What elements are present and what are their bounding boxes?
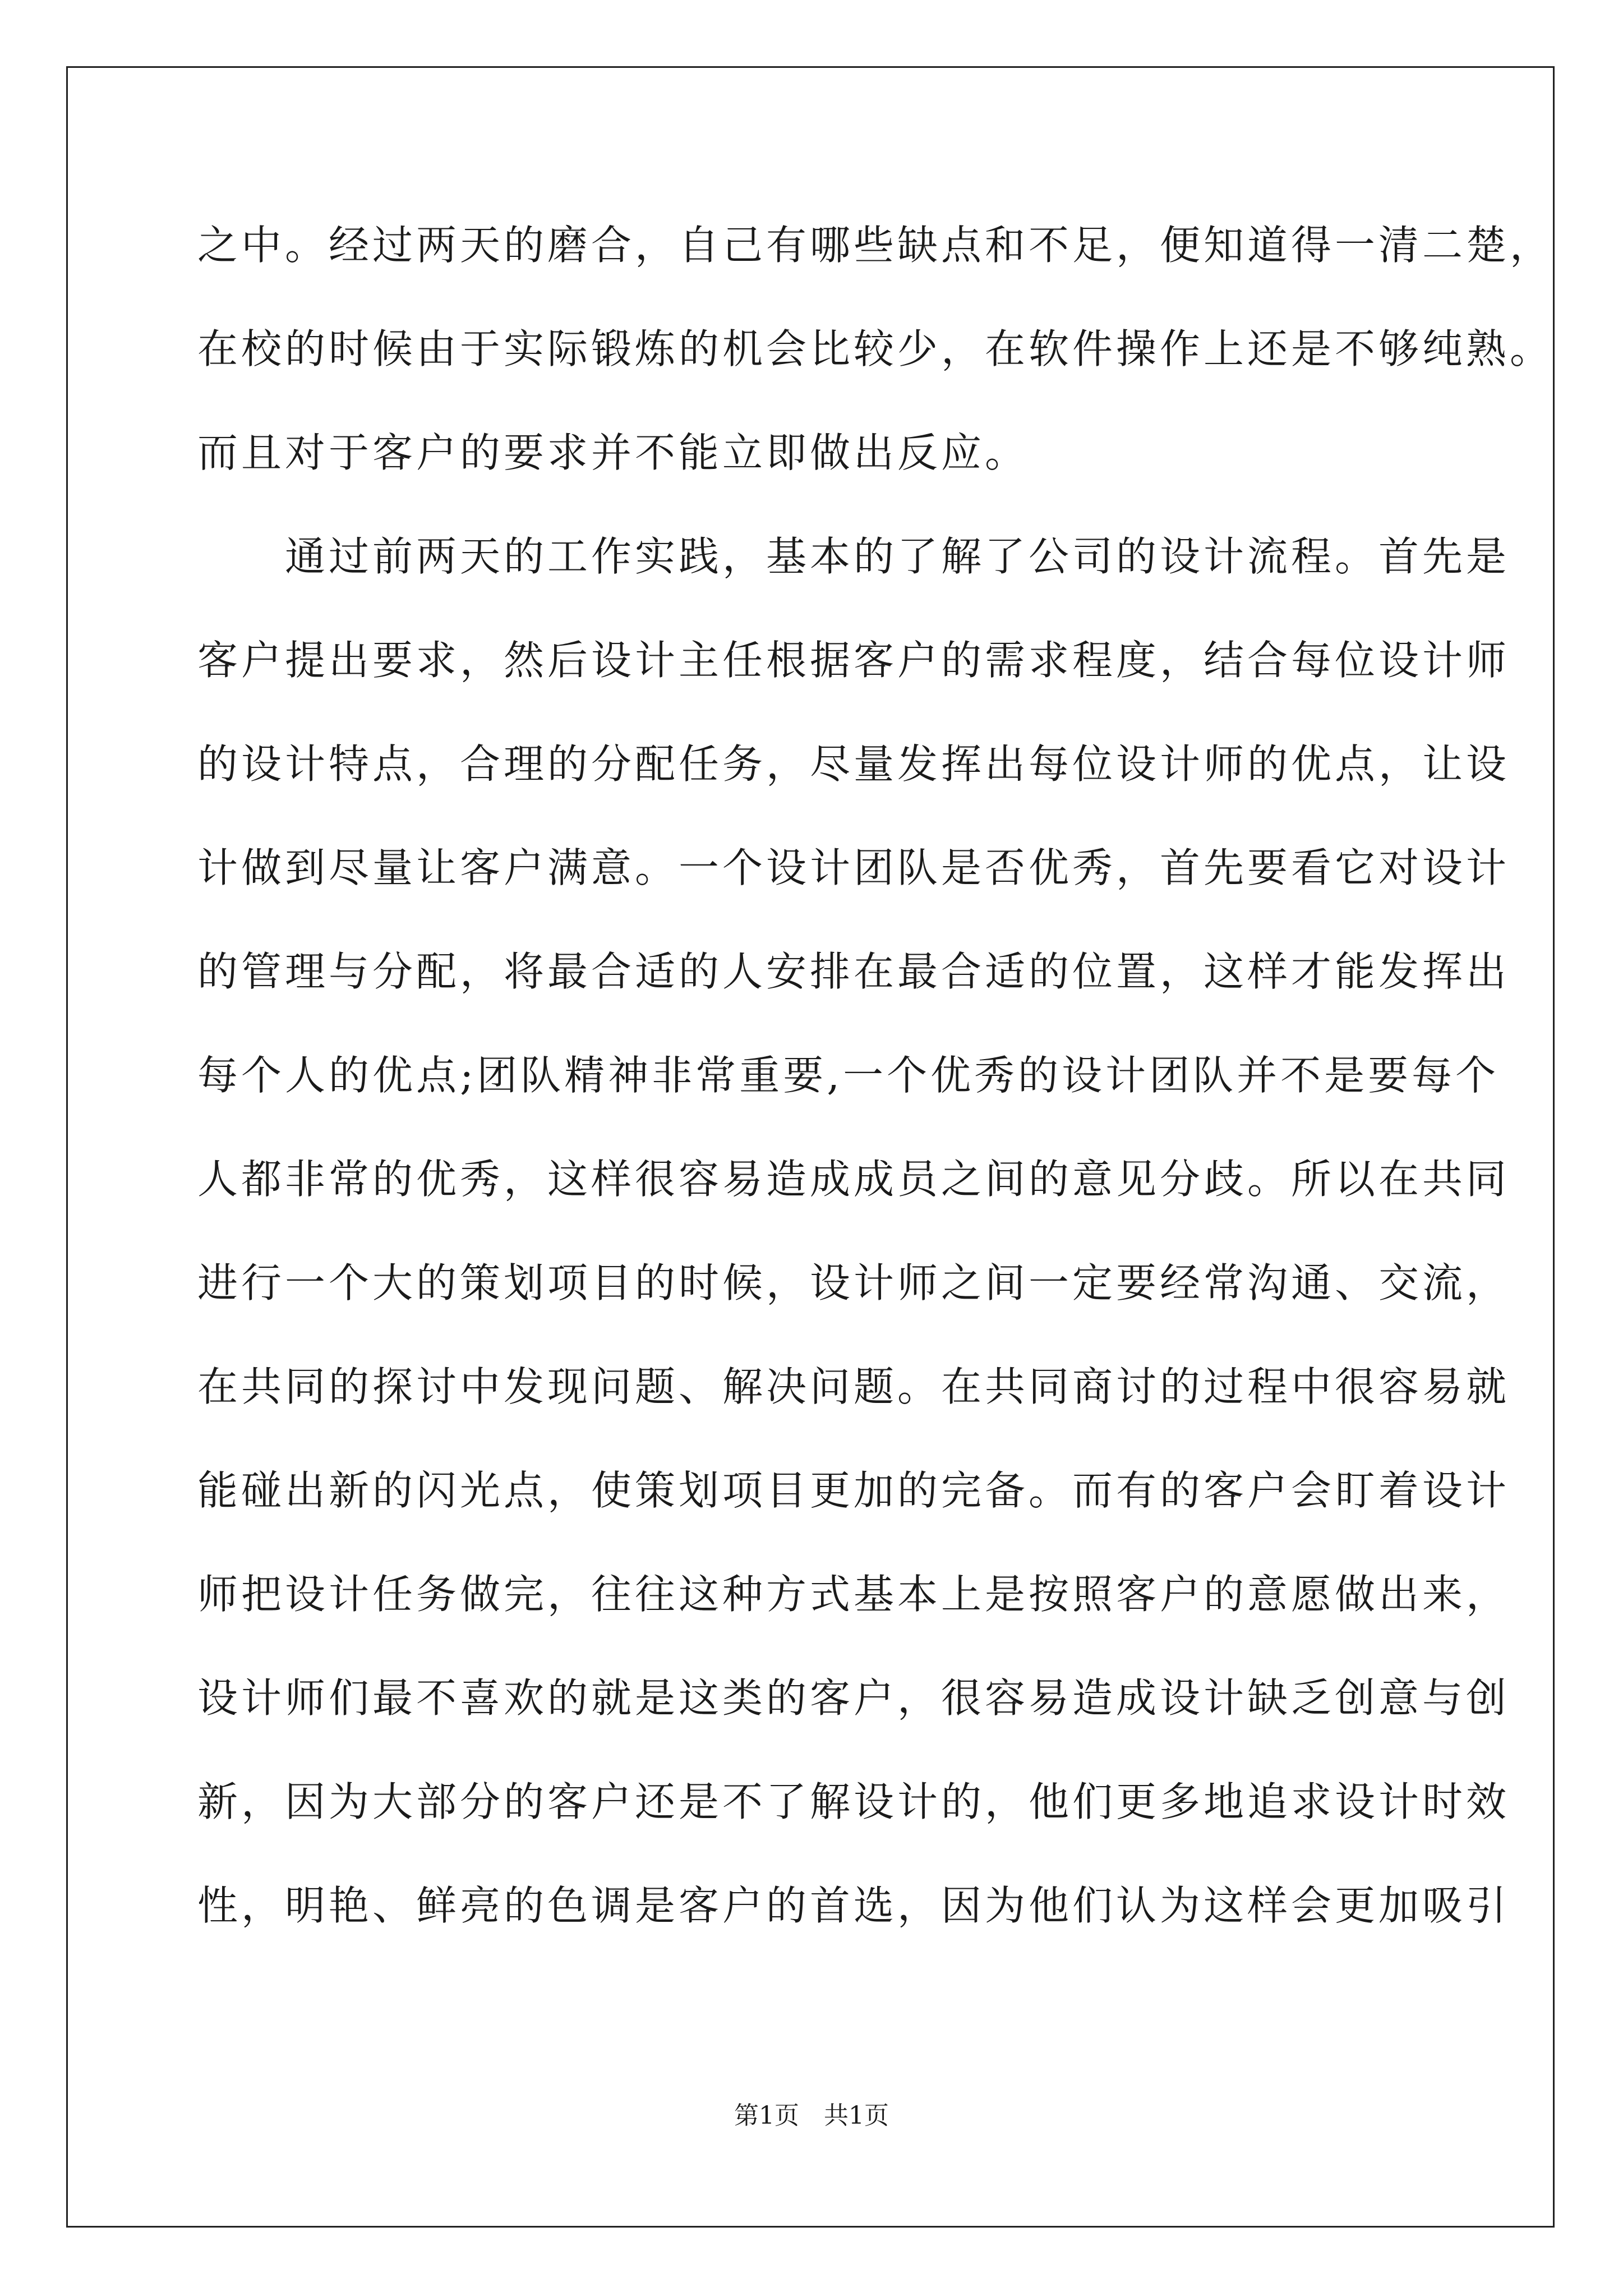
text-line-10: 人都非常的优秀，这样很容易造成成员之间的意见分歧。所以在共同	[197, 1156, 1510, 1203]
text-line-1: 之中。经过两天的磨合，自己有哪些缺点和不足，便知道得一清二楚，	[197, 222, 1554, 269]
text-line-9: 每个人的优点;团队精神非常重要,一个优秀的设计团队并不是要每个	[197, 1052, 1500, 1099]
text-line-15: 设计师们最不喜欢的就是这类的客户，很容易造成设计缺乏创意与创	[197, 1674, 1510, 1722]
text-line-7: 计做到尽量让客户满意。一个设计团队是否优秀，首先要看它对设计	[197, 844, 1510, 891]
text-line-12: 在共同的探讨中发现问题、解决问题。在共同商讨的过程中很容易就	[197, 1363, 1510, 1410]
text-line-17: 性，明艳、鲜亮的色调是客户的首选，因为他们认为这样会更加吸引	[197, 1882, 1510, 1929]
text-line-5: 客户提出要求，然后设计主任根据客户的需求程度，结合每位设计师	[197, 637, 1510, 684]
text-line-16: 新，因为大部分的客户还是不了解设计的，他们更多地追求设计时效	[197, 1778, 1510, 1825]
text-line-11: 进行一个大的策划项目的时候，设计师之间一定要经常沟通、交流，	[197, 1259, 1510, 1306]
text-line-14: 师把设计任务做完，往往这种方式基本上是按照客户的意愿做出来，	[197, 1571, 1510, 1618]
text-line-6: 的设计特点，合理的分配任务，尽量发挥出每位设计师的优点，让设	[197, 740, 1510, 788]
body-text	[197, 194, 1554, 1958]
text-line-13: 能碰出新的闪光点，使策划项目更加的完备。而有的客户会盯着设计	[197, 1467, 1510, 1514]
text-line-4: 通过前两天的工作实践，基本的了解了公司的设计流程。首先是	[197, 533, 1510, 580]
page-number-footer: 第1页 共1页	[734, 2101, 889, 2130]
text-line-3: 而且对于客户的要求并不能立即做出反应。	[197, 429, 1029, 476]
text-line-2: 在校的时候由于实际锻炼的机会比较少，在软件操作上还是不够纯熟。	[197, 325, 1554, 372]
text-line-8: 的管理与分配，将最合适的人安排在最合适的位置，这样才能发挥出	[197, 948, 1510, 995]
